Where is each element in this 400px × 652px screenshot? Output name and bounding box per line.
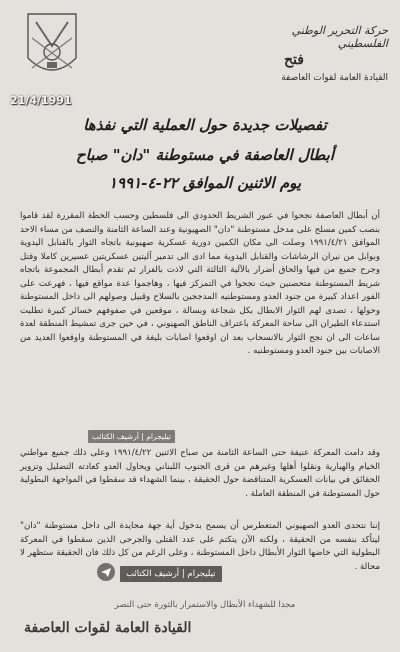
date-stamp: 21/4/1991 (10, 94, 72, 107)
telegram-watermark: تيليجرام | أرشيف الكتائب (88, 430, 175, 443)
fatah-emblem-logo (22, 8, 82, 84)
org-short-name: فتح (284, 52, 304, 68)
body-paragraph-3: إننا نتحدى العدو الصهيوني المتغطرس أن يسمح بدخول أية جهة محايدة الى داخل مستوطنة "دان" ليتأكد بنفسه من الحقيقة ، ولكنه الآن يتكتم على عدد القتلى والجرحى الذين سقطوا في المعركة البطولية التي خاضها الثوار الأبطال داخل المستوطنة ، وعلى الرغم من كل ذلك فان الحقيقة ستظهر لا محالة . (20, 521, 380, 572)
org-command: القيادة العامة لقوات العاصفة (281, 73, 388, 83)
telegram-icon (96, 562, 116, 582)
organization-header (238, 24, 388, 84)
signature: القيادة العامة لقوات العاصفة (24, 620, 192, 636)
title-line-3: يوم الاثنين الموافق ٢٢-٤-١٩٩١ (108, 174, 302, 192)
org-name: حركة التحرير الوطني الفلسطيني (291, 24, 388, 50)
title-line-2: أبطال العاصفة في مستوطنة "دان" صباح (75, 146, 335, 164)
body-paragraph-2: وقد دامت المعركة عنيفة حتى الساعة الثامنة من صباح الاثنين ١٩٩١/٤/٢٢ وعلى ذلك جميع مواطني الخيام والهبارية ونقلوا أهلها وغيرهم من قرى الجنوب اللبناني ويحاول العدو كعادته التضليل وتزوير الحقائق في بيانات العسكرية المتناقضة حول الحقيقة ، بينما الشهداء قد سقطوا في المواجهة البطولية حول المستوطنة في المنطقة العاملة . (20, 448, 380, 499)
closing-line: مجدا للشهداء الأبطال والاستمرار بالثورة حتى النصر (114, 600, 296, 610)
telegram-watermark-main: تيليجرام | أرشيف الكتائب (120, 566, 222, 582)
title-line-1: تفصيلات جديدة حول العملية التي نفذها (83, 116, 327, 134)
body-paragraph-1: أن أبطال العاصفة نجحوا في عبور الشريط الحدودي الى فلسطين وحسب الخطة المقررة لقد قاموا بنصب كمين مسلح على مدخل مستوطنة "دان" الصهيونية وعند الساعة الثامنة والنصف من مساء الاحد الموافق ١٩٩١/٤/٢١ وصلت الى مكان الكمين دورية عسكرية صهيونية باتجاه الثوار بالقنابل اليدوية وبوابل من نيران الرشاشات والقنابل اليدوية مما ادى الى تدمير آليتين عسكريتين عسيرين كاملا وقتل وجرح جميع من فيها والحاق أضرار بالآلية الثالثة التي لاذت بالفرار ثم تقدم أبطال المجموعة باتجاه شريط المستوطنة متحصنين حيث نجحوا في التمركز فيها ، وهاجموا عدة مواقع فيها ، فهرعت على الفور اعداد كبيرة من جنود العدو ومستوطنيه المدججين بالسلاح وقبيل وصولهم الى داخل المستوطنة وحولها ، تصدى لهم الثوار الابطال بكل شجاعة وبسالة ، موقعين في صفوفهم خسائر كبيرة تطلبت استدعاء الطيران الى ساحة المعركة باعتراف الناطق الصهيوني ، في حين جرى تمشيط المنطقة لعدة ساعات الى ان نجح الثوار بالانسحاب بعد ان اوقعوا اصابات بليغة في المستوطنة واوقعوا العديد من الاصابات بين جنود العدو ومستوطنيه . (20, 211, 380, 356)
